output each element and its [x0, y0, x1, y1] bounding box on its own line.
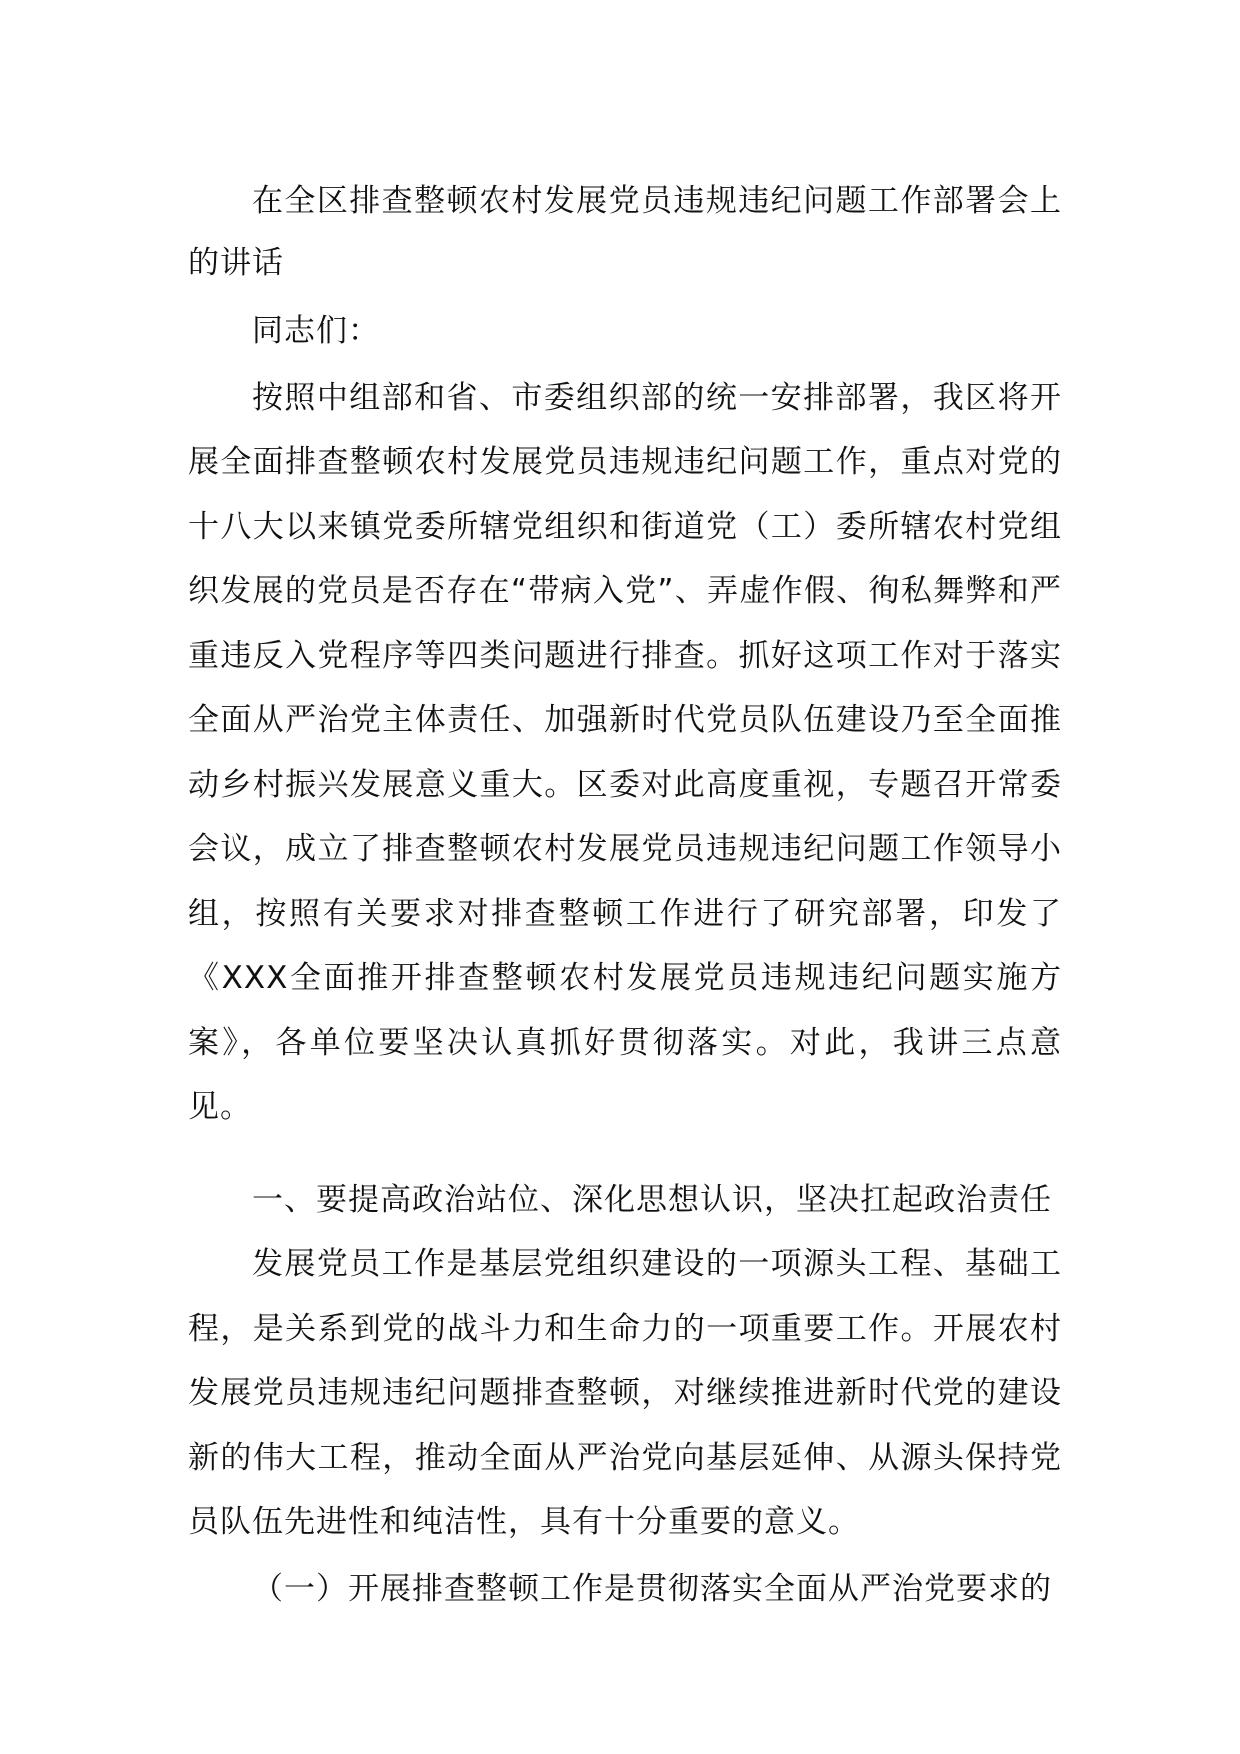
document-body — [188, 170, 1062, 1621]
section-1-paragraph: 发展党员工作是基层党组织建设的一项源头工程、基础工程，是关系到党的战斗力和生命力的一项重要工作。开展农村发展党员违规违纪问题排查整顿，对继续推进新时代党的建设新的伟大工程，推动全面从严治党向基层延伸、从源头保持党员队伍先进性和纯洁性，具有十分重要的意义。 — [188, 1246, 1062, 1540]
intro-paragraph: 按照中组部和省、市委组织部的统一安排部署，我区将开展全面排查整顿农村发展党员违规违纪问题工作，重点对党的十八大以来镇党委所辖党组织和街道党（工）委所辖农村党组织发展的党员是否存在“带病入党”、弄虚作假、徇私舞弊和严重违反入党程序等四类问题进行排查。抓好这项工作对于落实全面从严治党主体责任、加强新时代党员队伍建设乃至全面推动乡村振兴发展意义重大。区委对此高度重视，专题召开常委会议，成立了排查整顿农村发展党员违规违纪问题工作领导小组，按照有关要求对排查整顿工作进行了研究部署，印发了《XXX全面推开排查整顿农村发展党员违规违纪问题实施方案》，各单位要坚决认真抓好贯彻落实。对此，我讲三点意见。 — [188, 379, 1062, 1125]
speech-title: 在全区排查整顿农村发展党员违规违纪问题工作部署会上的讲话 — [188, 183, 1062, 281]
section-heading-1: 一、要提高政治站位、深化思想认识，坚决扛起政治责任 — [252, 1181, 1052, 1218]
subsection-heading-1: （一）开展排查整顿工作是贯彻落实全面从严治党要求的 — [252, 1570, 1052, 1607]
salutation: 同志们： — [252, 313, 380, 349]
